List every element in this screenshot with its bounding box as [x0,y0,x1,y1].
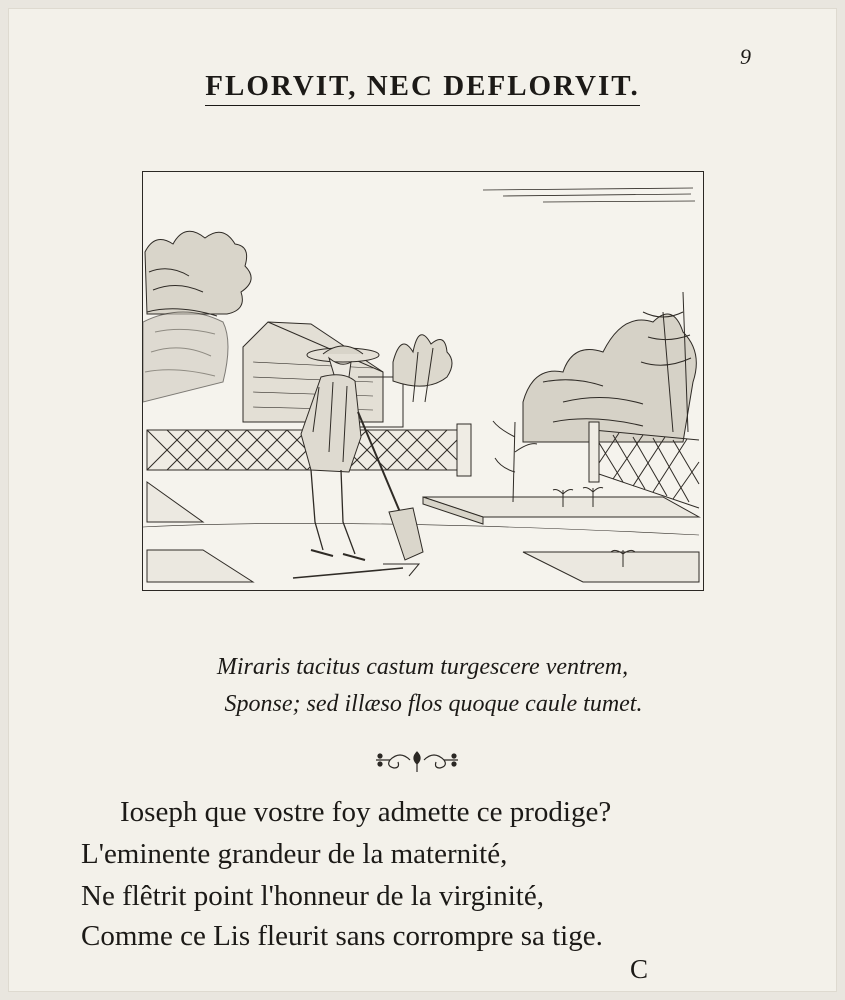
left-trees [143,231,251,402]
sky-hatching [483,188,695,202]
right-trees [523,292,696,442]
hoe-tool [293,564,419,578]
emblem-motto [8,70,837,103]
garden-engraving [143,172,703,590]
plants [493,421,635,567]
signature-mark: C [630,954,649,984]
fleuron-ornament [372,746,462,776]
emblem-page [8,8,837,992]
latin-verse-line-1: Miraris tacitus castum turgescere ventrem, [216,654,629,680]
emblem-motto-text: FLORVIT, NEC DEFLORVIT. [205,70,639,106]
page-number: 9 [740,44,751,69]
french-verse-line-4: Comme ce Lis fleurit sans corrompre sa tige. [81,920,603,952]
french-verse-line-1: Ioseph que vostre foy admette ce prodige? [120,796,612,828]
french-verse-line-3: Ne flêtrit point l'honneur de la virginité, [81,880,544,912]
engraving-plate [142,171,704,591]
latin-verse-line-2: Sponse; sed illæso flos quoque caule tumet. [224,691,643,717]
garden-beds [143,482,699,582]
french-verse-line-2: L'eminente grandeur de la maternité, [81,838,508,870]
bush [393,335,452,402]
